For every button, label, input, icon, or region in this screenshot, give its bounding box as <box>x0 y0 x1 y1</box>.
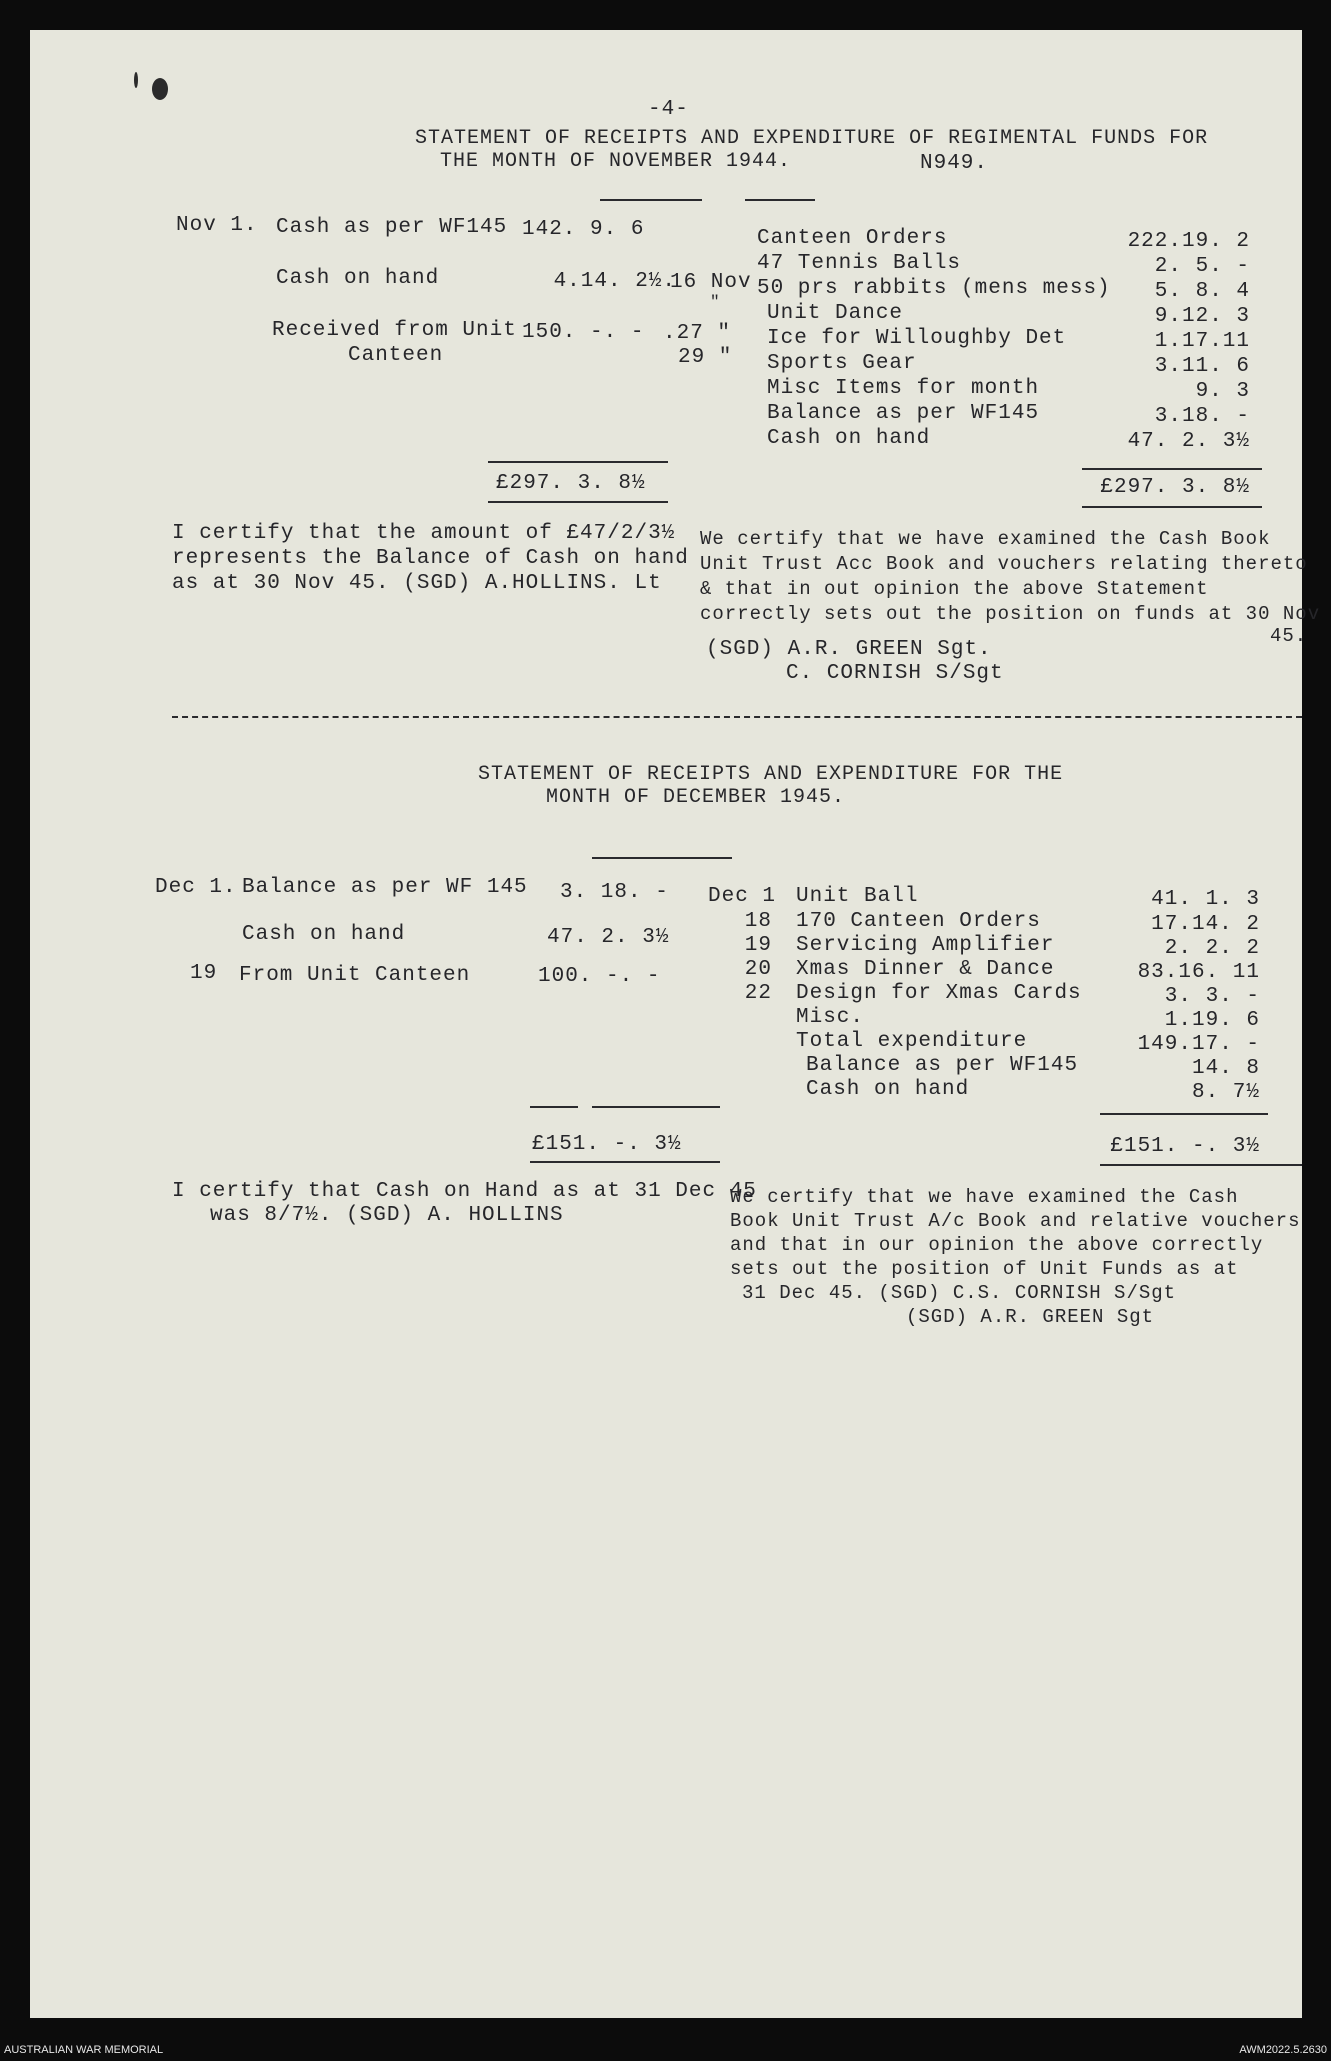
nov-receipt-desc: Cash on hand <box>276 267 440 290</box>
dec-certify-right-line: and that in our opinion the above correctly <box>730 1234 1264 1256</box>
nov-payment-desc: Sports Gear <box>767 352 917 375</box>
dec-receipts-rule <box>530 1161 720 1163</box>
dec-receipt-desc: From Unit Canteen <box>239 964 471 987</box>
footer-institution: AUSTRALIAN WAR MEMORIAL <box>4 2044 164 2056</box>
nov-payment-desc: 47 Tennis Balls <box>757 252 962 275</box>
nov-heading-line1: STATEMENT OF RECEIPTS AND EXPENDITURE OF REGIMENTAL FUNDS FOR <box>415 127 1209 150</box>
dec-receipts-total: £151. -. 3½ <box>532 1133 682 1156</box>
dec-heading-underline <box>592 857 732 859</box>
nov-payment-amount: 3.11. 6 <box>1154 355 1250 378</box>
dec-certify-right-line: (SGD) A.R. GREEN Sgt <box>906 1306 1155 1328</box>
dec-receipts-rule <box>530 1106 578 1108</box>
dec-receipts-rule <box>592 1106 720 1108</box>
dec-receipt-amount: 47. 2. 3½ <box>547 926 670 949</box>
nov-payment-amount: 47. 2. 3½ <box>1127 430 1250 453</box>
page-number: -4- <box>648 98 689 121</box>
nov-payment-date: 29 " <box>678 346 733 369</box>
dec-payment-amount: 83.16. 11 <box>1137 961 1260 984</box>
dec-payment-amount: 8. 7½ <box>1191 1081 1260 1104</box>
dec-certify-right-line: 31 Dec 45. (SGD) C.S. CORNISH S/Sgt <box>742 1282 1177 1304</box>
nov-payment-amount: 5. 8. 4 <box>1154 280 1250 303</box>
dec-payment-desc: Balance as per WF145 <box>806 1054 1079 1077</box>
nov-heading-underline <box>745 199 815 201</box>
dec-payment-desc: Misc. <box>796 1006 865 1029</box>
nov-payment-amount: 222.19. 2 <box>1127 230 1250 253</box>
dec-heading-line2: MONTH OF DECEMBER 1945. <box>546 786 846 809</box>
nov-receipt-amount: 150. -. - <box>522 321 645 344</box>
dec-payment-desc: Servicing Amplifier <box>796 934 1055 957</box>
nov-payments-total: £297. 3. 8½ <box>1100 476 1250 499</box>
punch-hole <box>152 78 168 100</box>
dec-receipt-amount: 100. -. - <box>538 965 661 988</box>
nov-receipt-desc: Received from Unit <box>272 319 517 342</box>
nov-certify-left-line: as at 30 Nov 45. (SGD) A.HOLLINS. Lt <box>172 572 662 595</box>
nov-certify-right-line: & that in out opinion the above Statement <box>700 578 1209 600</box>
dec-payment-amount: 14. 8 <box>1191 1057 1260 1080</box>
punch-hole <box>134 72 138 88</box>
nov-payments-rule <box>1082 468 1262 470</box>
dec-payment-date: 18 <box>744 910 772 933</box>
dec-certify-left-line: I certify that Cash on Hand as at 31 Dec 45 <box>172 1180 757 1203</box>
dec-receipt-date: 19 <box>190 962 218 985</box>
nov-payment-desc: Balance as per WF145 <box>767 402 1040 425</box>
nov-certify-right-line: correctly sets out the position on funds at 30 Nov <box>700 603 1321 625</box>
nov-payment-amount: 2. 5. - <box>1154 255 1250 278</box>
nov-payment-desc: Canteen Orders <box>757 227 948 250</box>
dec-certify-right-line: sets out the position of Unit Funds as at <box>730 1258 1239 1280</box>
dec-payment-date: 22 <box>744 982 772 1005</box>
dec-receipt-amount: 3. 18. - <box>560 881 669 904</box>
nov-receipt-date: Nov 1. <box>176 214 258 237</box>
nov-receipts-total: £297. 3. 8½ <box>496 472 646 495</box>
nov-heading-line2: THE MONTH OF NOVEMBER 1944. <box>440 150 792 173</box>
nov-heading-underline <box>600 199 702 201</box>
nov-payment-desc: Misc Items for month <box>767 377 1040 400</box>
nov-receipts-rule <box>488 461 668 463</box>
dec-payments-rule <box>1100 1113 1268 1115</box>
dec-payment-desc: Design for Xmas Cards <box>796 982 1082 1005</box>
dec-certify-right-line: We certify that we have examined the Cash <box>730 1186 1239 1208</box>
nov-payment-date: .27 " <box>663 322 732 345</box>
dec-payments-total: £151. -. 3½ <box>1110 1135 1260 1158</box>
dec-payment-amount: 1.19. 6 <box>1164 1009 1260 1032</box>
nov-certify-left-line: I certify that the amount of £47/2/3½ <box>172 522 676 545</box>
footer-accession-number: AWM2022.5.2630 <box>1239 2044 1327 2056</box>
nov-certify-right-line: We certify that we have examined the Cash Book <box>700 528 1271 550</box>
dec-payment-desc: 170 Canteen Orders <box>796 910 1041 933</box>
nov-receipts-rule <box>488 501 668 503</box>
dec-payment-desc: Unit Ball <box>796 885 919 908</box>
nov-receipt-desc: Cash as per WF145 <box>276 216 508 239</box>
nov-payment-amount: 9.12. 3 <box>1154 305 1250 328</box>
dec-payment-desc: Cash on hand <box>806 1078 970 1101</box>
dec-payment-date: 20 <box>744 958 772 981</box>
dec-payment-amount: 2. 2. 2 <box>1164 937 1260 960</box>
nov-payment-amount: 9. 3 <box>1195 380 1250 403</box>
section-divider <box>172 716 1302 718</box>
document-page <box>30 30 1321 2018</box>
dec-payment-desc: Xmas Dinner & Dance <box>796 958 1055 981</box>
dec-certify-left-line: was 8/7½. (SGD) A. HOLLINS <box>210 1204 564 1227</box>
dec-receipt-date: Dec 1. <box>155 876 237 899</box>
nov-receipt-amount: 142. 9. 6 <box>522 218 645 241</box>
nov-payment-desc: Unit Dance <box>767 302 904 325</box>
nov-payments-rule <box>1082 506 1262 508</box>
nov-signature: (SGD) A.R. GREEN Sgt. <box>706 638 992 661</box>
nov-payment-date: 16 Nov <box>670 271 752 294</box>
nov-certify-right-line: Unit Trust Acc Book and vouchers relating thereto <box>700 553 1308 575</box>
nov-certify-left-line: represents the Balance of Cash on hand <box>172 547 689 570</box>
dec-payment-desc: Total expenditure <box>796 1030 1028 1053</box>
dec-receipt-desc: Balance as per WF 145 <box>242 876 528 899</box>
dec-payment-date: Dec 1 <box>708 885 777 908</box>
dec-payment-amount: 17.14. 2 <box>1151 913 1260 936</box>
nov-payment-desc: Cash on hand <box>767 427 931 450</box>
dec-payment-date: 19 <box>744 934 772 957</box>
dec-payment-amount: 3. 3. - <box>1164 985 1260 1008</box>
nov-reference-number: N949. <box>920 152 989 175</box>
dec-payment-amount: 41. 1. 3 <box>1151 888 1260 911</box>
dec-receipt-desc: Cash on hand <box>242 923 406 946</box>
nov-certify-right-line: 45. <box>1270 625 1308 647</box>
nov-receipt-desc: Canteen <box>348 344 444 367</box>
dec-certify-right-line: Book Unit Trust A/c Book and relative vouchers <box>730 1210 1301 1232</box>
nov-payment-desc: Ice for Willoughby Det <box>767 327 1067 350</box>
nov-payment-amount: 3.18. - <box>1154 405 1250 428</box>
dec-payment-amount: 149.17. - <box>1137 1033 1260 1056</box>
nov-payment-date: " <box>710 293 721 311</box>
nov-payment-desc: 50 prs rabbits (mens mess) <box>757 277 1111 300</box>
nov-payment-amount: 1.17.11 <box>1154 330 1250 353</box>
nov-signature: C. CORNISH S/Sgt <box>786 662 1004 685</box>
nov-receipt-amount: 4.14. 2½. <box>553 270 676 293</box>
dec-heading-line1: STATEMENT OF RECEIPTS AND EXPENDITURE FOR THE <box>478 763 1064 786</box>
dec-payments-rule <box>1100 1164 1302 1166</box>
